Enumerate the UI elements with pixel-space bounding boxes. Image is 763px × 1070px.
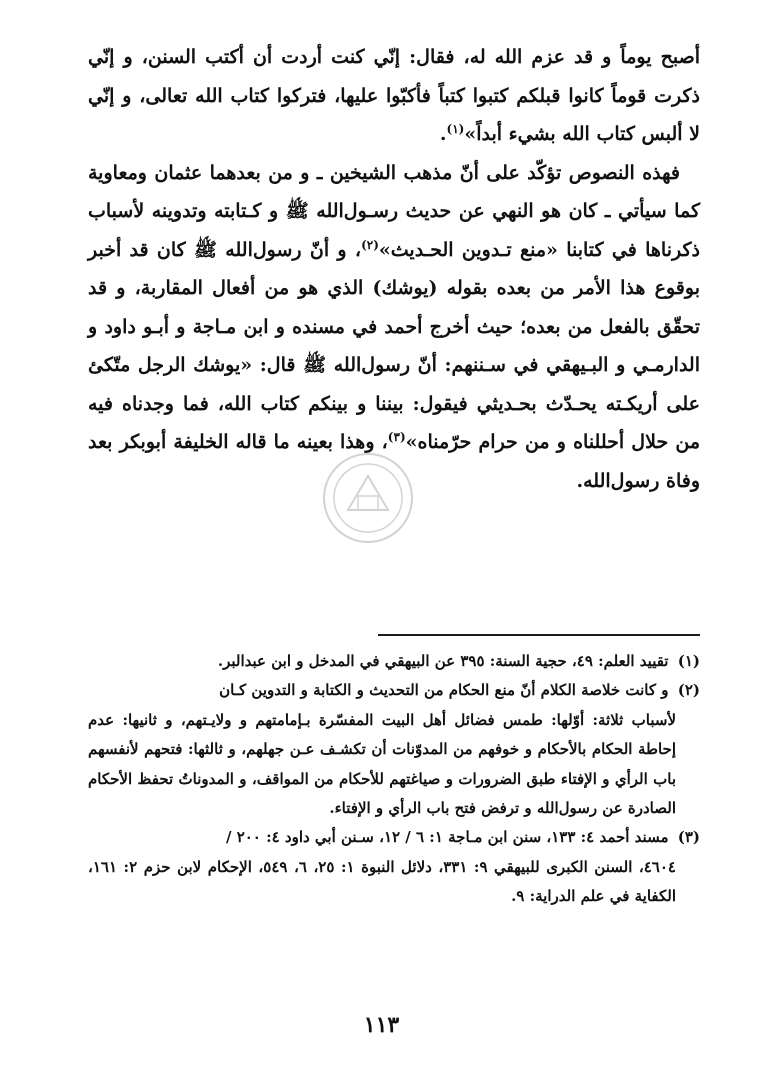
footnote-2-number: (٢)	[677, 681, 700, 700]
footnote-2-line1: و كانت خلاصة الكلام أنّ منع الحكام من التحديث و الكتابة و التدوين كـان	[219, 681, 669, 700]
main-text	[88, 38, 700, 500]
footnote-1-number: (١)	[677, 652, 700, 670]
page-number: ١١٣	[363, 1012, 400, 1038]
footnote-3-first-line	[88, 823, 700, 852]
footnote-ref-3: (٣)	[387, 430, 406, 444]
footnote-ref-2: (٢)	[361, 237, 379, 252]
library-seal-watermark	[318, 448, 418, 548]
footnotes	[88, 647, 700, 912]
footnote-1-text: تقييد العلم: ٤٩، حجية السنة: ٣٩٥ عن البيهقي في المدخل و ابن عبدالبر.	[217, 652, 669, 670]
paragraph-2-text-c: ، وهذا بعينه ما قاله الخليفة أبوبكر بعد وفاة رسول‌الله.	[88, 431, 700, 492]
footnote-2-text: لأسباب ثلاثة: أوّلها: طمس فضائل أهل البيت المفسّرة بـإمامتهم و ولايـتهم، و ثانيها: عدم إحاطة الحكام بالأحكام و خوفهم من المدوّنات أن تكشـف عـن جهلهم، و ثالثها: فتحهم لأنفسهم باب الرأي و الإفتاء طبق الضرورات و صياغتهم للأحكام من المواقف، و المدوناتُ تحفظ الأحكام الصادرة عن رسول‌الله و ترفض فتح باب الرأي و الإفتاء.	[88, 710, 676, 818]
footnote-ref-1: (١)	[446, 122, 465, 136]
paragraph-1	[88, 38, 700, 154]
footnote-3-text: ٤٦٠٤، السنن الكبرى للبيهقي ٩: ٣٣١، دلائل النبوة ١: ٢٥، ٦، ٥٤٩، الإحكام لابن حزم ٢: ١٦١، الكفاية في علم الدراية: ٩.	[88, 857, 676, 906]
paragraph-1-end: .	[439, 123, 447, 145]
footnote-1	[88, 647, 700, 676]
paragraph-1-text: أصبح يوماً و قد عزم الله له، فقال: إنّي كنت أردت أن أكتب السنن، و إنّي ذكرت قوماً كانوا قبلكم كتبوا كتباً فأكبّوا عليها، فتركوا كتاب الله تعالى، و إنّي لا ألبس كتاب الله بشيء أبداً»	[88, 46, 700, 145]
paragraph-2-text-a: فهذه النصوص تؤكّد على أنّ مذهب الشيخين ـ و من بعدهما عثمان ومعاوية كما سيأتي ـ كان هو النهي عن حديث رسـول‌الله ﷺ و كـتابته وتدوينه لأسباب ذكرناها في كتابنا «منع تـدوين الحـديث»	[88, 161, 700, 261]
footnote-2-first-line	[88, 676, 700, 705]
footnote-2-body	[88, 706, 700, 824]
footnote-3-number: (٣)	[677, 828, 700, 847]
footnote-3-line1: مسند أحمد ٤: ١٣٣، سنن ابن مـاجة ١: ٦ / ١٢، سـنن أبي داود ٤: ٢٠٠ /	[225, 828, 669, 847]
footnote-separator	[378, 634, 700, 636]
paragraph-2-text-b: ، و أنّ رسول‌الله ﷺ كان قد أخبر بوقوع هذا الأمر من بعده بقوله (يوشك) الذي هو من أفعال المقاربة، و قد تحقّق بالفعل من بعده؛ حيث أخرج أحمد في مسنده و ابن مـاجة و أبـو داود و الدارمـي و البـيهقي في سـننهم: أنّ رسول‌الله ﷺ قال: «يوشك الرجل متّكئ على أريكـته يحـدّث بحـديثي فيقول: بيننا و بينكم كتاب الله، فما وجدناه فيه من حلال أحللناه و من حرام حرّمناه»	[88, 238, 700, 453]
footnote-3-body	[88, 853, 700, 912]
